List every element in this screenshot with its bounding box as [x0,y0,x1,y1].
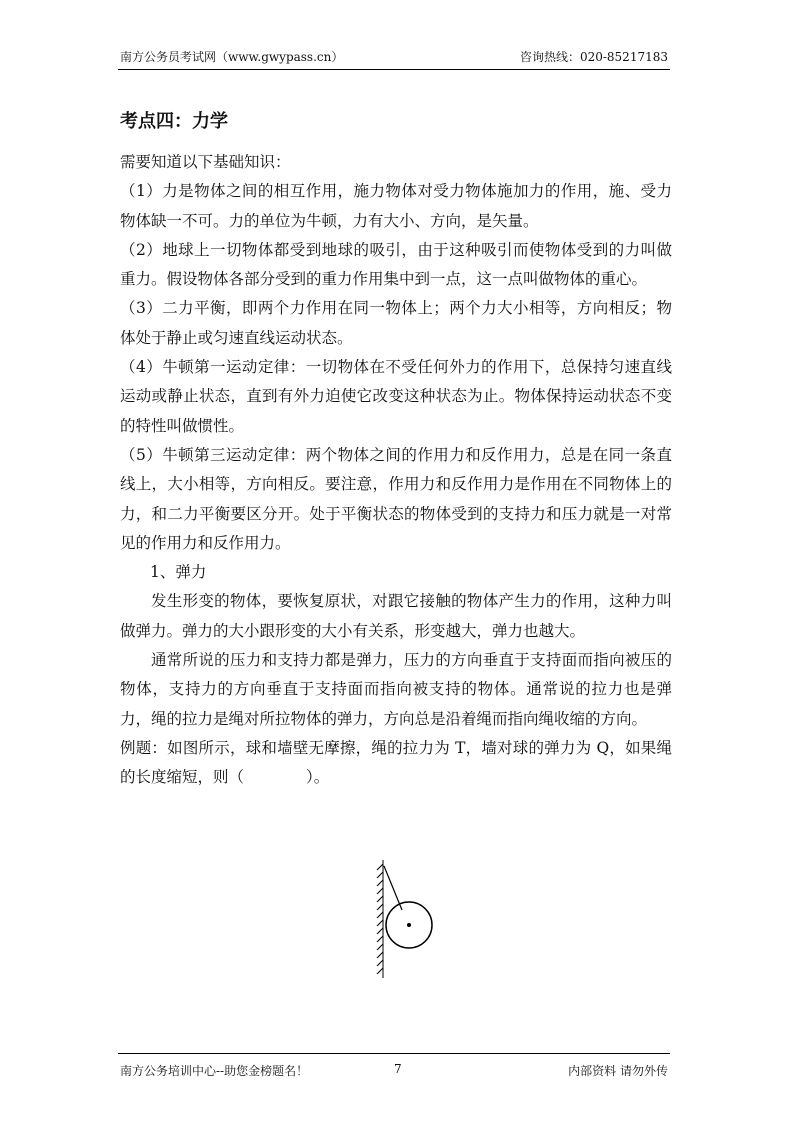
section-paragraph-2: 通常所说的压力和支持力都是弹力，压力的方向垂直于支持面而指向被压的物体，支持力的方向垂直于支持面而指向被支持的物体。通常说的拉力也是弹力，绳的拉力是绳对所拉物体的弹力，方向总是沿着绳而指向绳收缩的方向。 [120,651,672,728]
intro-paragraph: 需要知道以下基础知识： [120,153,291,171]
knowledge-point-2: （2）地球上一切物体都受到地球的吸引，由于这种吸引而使物体受到的力叫做重力。假设物体各部分受到的重力作用集中到一点，这一点叫做物体的重心。 [120,240,672,289]
footer-divider [118,1053,670,1054]
section-paragraph-1: 发生形变的物体，要恢复原状，对跟它接触的物体产生力的作用，这种力叫做弹力。弹力的大小跟形变的大小有关系，形变越大，弹力也越大。 [120,592,672,640]
footer-slogan: 南方公务培训中心--助您金榜题名！ [120,1064,309,1078]
header-hotline: 咨询热线：020-85217183 [519,50,668,64]
knowledge-point-5: （5）牛顿第三运动定律：两个物体之间的作用力和反作用力，总是在同一条直线上，大小相等，方向相反。要注意，作用力和反作用力是作用在不同物体上的力，和二力平衡要区分开。处于平衡状态的物体受到的支持力和压力就是一对常见的作用力和反作用力。 [120,445,672,552]
wall-hatching [377,860,383,978]
page-number: 7 [394,1062,402,1076]
wall-ball-diagram [370,858,440,988]
section-heading-elastic-force: 1、弹力 [150,563,207,582]
footer-notice: 内部资料 请勿外传 [568,1064,668,1078]
knowledge-point-3: （3）二力平衡，即两个力作用在同一物体上；两个力大小相等，方向相反；物体处于静止或匀速直线运动状态。 [120,299,672,347]
page-title: 考点四：力学 [120,111,228,132]
knowledge-point-1: （1）力是物体之间的相互作用，施力物体对受力物体施加力的作用，施、受力物体缺一不可。力的单位为牛顿，力有大小、方向，是矢量。 [120,182,672,230]
ball-center-dot [407,923,411,927]
header-divider [118,69,670,70]
example-question: 例题：如图所示，球和墙壁无摩擦，绳的拉力为 T，墙对球的弹力为 Q，如果绳的长度缩短，则（ ）。 [120,738,672,787]
knowledge-point-4: （4）牛顿第一运动定律：一切物体在不受任何外力的作用下，总保持匀速直线运动或静止状态，直到有外力迫使它改变这种状态为止。物体保持运动状态不变的特性叫做惯性。 [120,358,672,435]
document-body [120,148,672,793]
header-site-name: 南方公务员考试网（www.gwypass.cn） [120,50,344,64]
